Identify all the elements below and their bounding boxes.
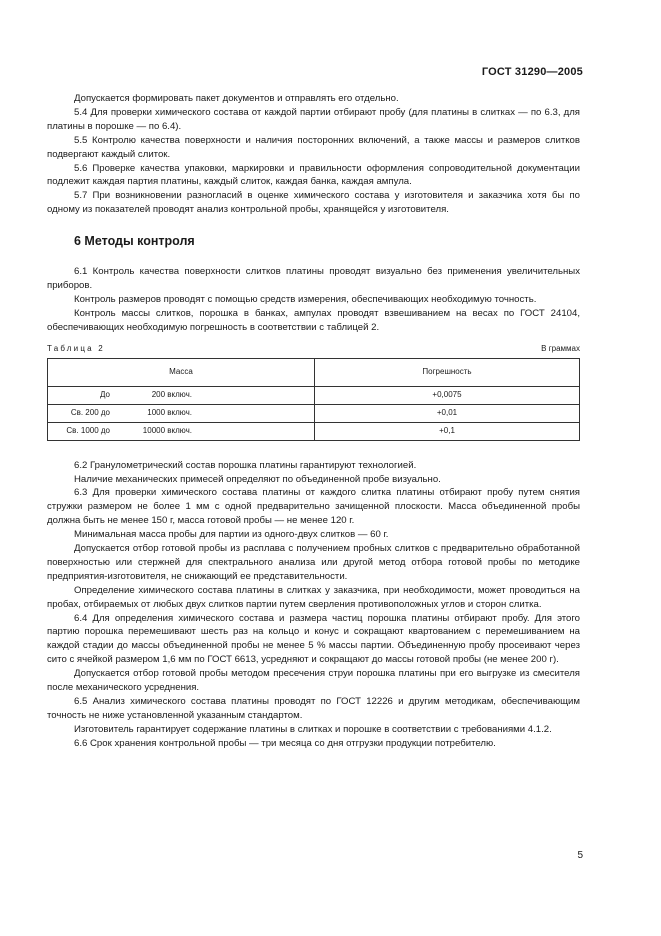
paragraph: 6.1 Контроль качества поверхности слитков платины проводят визуально без применения увеличительных приборов. xyxy=(47,266,580,291)
cell-mass: Св. 1000 до 10000 включ. xyxy=(48,422,315,440)
paragraph: 5.6 Проверке качества упаковки, маркировки и правильности оформления сопроводительной документации подлежит каждая партия платины, каждый слиток, каждая банка, каждая ампула. xyxy=(47,162,580,188)
tolerance-table xyxy=(47,358,580,441)
paragraph: 6.5 Анализ химического состава платины проводят по ГОСТ 12226 и другим методикам, обеспечивающим точность не ниже установленной указанным стандартом. xyxy=(47,696,580,721)
column-header-mass: Масса xyxy=(48,358,315,386)
page-number: 5 xyxy=(577,850,583,861)
cell-mass: Св. 200 до 1000 включ. xyxy=(48,404,315,422)
paragraph: Определение химического состава платины в слитках у заказчика, при необходимости, может проводиться на пробах, отбираемых от любых двух слитков партии путем сверления противоположных углов и сторон слитка. xyxy=(47,584,580,610)
table-units: В граммах xyxy=(541,343,580,353)
paragraph: 6.2 Гранулометрический состав порошка платины гарантируют технологией. xyxy=(74,459,417,471)
cell-mass: До 200 включ. xyxy=(48,386,315,404)
table-row xyxy=(48,404,580,422)
paragraph: Минимальная масса пробы для партии из одного-двух слитков — 60 г. xyxy=(74,529,389,541)
paragraph: 5.7 При возникновении разногласий в оценке химического состава у изготовителя и заказчика хотя бы по одному из показателей проводят анализ контрольной пробы, хранящейся у изготовителя. xyxy=(47,190,580,216)
paragraph: Контроль размеров проводят с помощью средств измерения, обеспечивающих необходимую точность. xyxy=(74,293,537,305)
table-header-row xyxy=(48,358,580,386)
cell-error: +0,0075 xyxy=(315,386,580,404)
table-caption: Таблица 2 xyxy=(47,343,105,353)
paragraph: 6.6 Срок хранения контрольной пробы — три месяца со дня отгрузки продукции потребителю. xyxy=(74,737,496,749)
paragraph: 6.3 Для проверки химического состава платины от каждого слитка платины отбирают пробу путем снятия стружки размером не более 1 мм с одной предварительно зачищенной плоскости. Масса объединенной пробы должна быть не менее 150 г, масса готовой пробы — не менее 120 г. xyxy=(47,487,580,527)
table-row xyxy=(48,386,580,404)
paragraph: Контроль массы слитков, порошка в банках, ампулах проводят взвешиванием на весах по ГОСТ 24104, обеспечивающих необходимую погрешность в соответствии с таблицей 2. xyxy=(47,307,580,333)
paragraph: Допускается отбор готовой пробы из расплава с получением пробных слитков с предварительно обработанной поверхностью или стержней для спектрального анализа или другой метод отбора готовой пробы по методике предприятия-изготовителя, не снижающий ее представительности. xyxy=(47,543,580,582)
paragraph: 5.4 Для проверки химического состава от каждой партии отбирают пробу (для платины в слитках — по 6.3, для платины в порошке — по 6.4). xyxy=(47,106,580,132)
paragraph: Изготовитель гарантирует содержание платины в слитках и порошке в соответствии с требованиями 4.1.2. xyxy=(74,723,552,735)
table-row xyxy=(48,422,580,440)
table-caption-row xyxy=(47,344,580,354)
paragraph: Допускается отбор готовой пробы методом пресечения струи порошка платины при его выгрузке из смесителя после механического усреднения. xyxy=(47,668,580,694)
cell-error: +0,1 xyxy=(315,422,580,440)
paragraph: Наличие механических примесей определяют по объединенной пробе визуально. xyxy=(74,473,441,485)
paragraph: Допускается формировать пакет документов и отправлять его отдельно. xyxy=(74,93,399,104)
page-content xyxy=(47,92,580,751)
section-title: 6 Методы контроля xyxy=(74,234,195,249)
paragraph: 5.5 Контролю качества поверхности и наличия посторонних включений, а также массы и размеров слитков подвергают каждый слиток. xyxy=(47,134,580,160)
document-code: ГОСТ 31290—2005 xyxy=(481,66,583,78)
column-header-error: Погрешность xyxy=(315,358,580,386)
paragraph: 6.4 Для определения химического состава и размера частиц порошка платины отбирают пробу. Для этого партию порошка перемешивают шесть раз на кольцо и конус и сокращают квартованием с перемешиванием на каждой стадии до массы объединенной пробы не менее 5 % массы партии. Объединенную пробу просеивают через сито с ячейкой размером 1,6 мм по ГОСТ 6613, усредняют и сокращают до массы готовой пробы (не менее 200 г). xyxy=(47,612,580,666)
cell-error: +0,01 xyxy=(315,404,580,422)
